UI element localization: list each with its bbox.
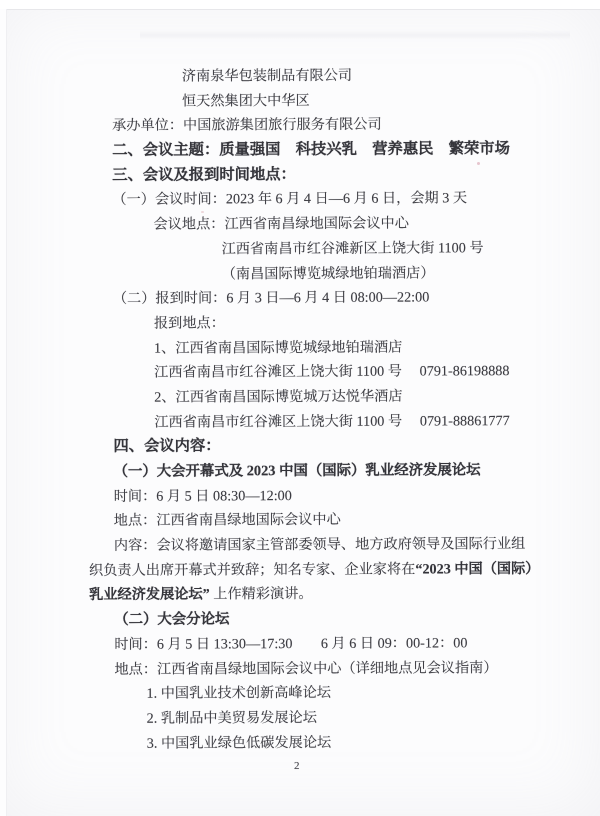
undertaker-line: 承办单位：中国旅游集团旅行服务有限公司 (112, 117, 382, 135)
content-text-regular: 上作精彩演讲。 (209, 586, 313, 603)
section-2-heading: 二、会议主题：质量强国 科技兴乳 营养惠民 繁荣市场 (112, 140, 510, 159)
meeting-time-line: （一）会议时间：2023 年 6 月 4 日—6 月 6 日，会期 3 天 (112, 190, 468, 209)
organizer-line-2: 恒天然集团大中华区 (181, 92, 310, 110)
part-1-heading: （一）大会开幕式及 2023 中国（国际）乳业经济发展论坛 (113, 462, 481, 480)
forum-title-quoted-bold: 乳业经济发展论坛” (89, 586, 210, 604)
organizer-line-1: 济南泉华包装制品有限公司 (181, 67, 353, 85)
section-4-heading: 四、会议内容： (113, 437, 221, 456)
part-1-content-line-3 (89, 581, 531, 608)
content-text-regular: 织负责人出席开幕式并致辞；知名专家、企业家将在 (88, 561, 416, 579)
forum-list-item-3: 3. 中国乳业绿色低碳发展论坛 (146, 734, 332, 752)
scan-top-edge (0, 0, 600, 10)
checkin-place-label: 报到地点： (153, 315, 225, 332)
hotel-2-address: 江西省南昌市红谷滩区上饶大街 1100 号 0791-88861777 (154, 412, 510, 431)
document-body (87, 63, 540, 756)
part-1-time: 时间：6 月 5 日 08:30—12:00 (113, 487, 292, 505)
meeting-place-address: 江西省南昌市红谷滩新区上饶大街 1100 号 (221, 240, 484, 258)
page-number: 2 (294, 760, 300, 772)
part-2-time: 时间：6 月 5 日 13:30—17:30 6 月 6 日 09：00-12：00 (114, 635, 468, 653)
part-1-place: 地点：江西省南昌绿地国际会议中心 (113, 512, 341, 530)
forum-list-item-2: 2. 乳制品中美贸易发展论坛 (146, 709, 317, 727)
meeting-place-note: （南昌国际博览城绿地铂瑞酒店） (221, 264, 435, 282)
meeting-place-line: 会议地点：江西省南昌绿地国际会议中心 (153, 215, 409, 233)
hotel-1-name: 1、江西省南昌国际博览城绿地铂瑞酒店 (153, 339, 403, 357)
forum-title-quoted-bold: “2023 中国（国际） (415, 560, 540, 578)
hotel-1-address: 江西省南昌市红谷滩区上饶大街 1100 号 0791-86198888 (154, 363, 510, 381)
part-1-content-line-1: 内容：会议将邀请国家主管部委领导、地方政府领导及国际行业组 (113, 536, 526, 554)
part-2-place: 地点：江西省南昌绿地国际会议中心（详细地点见会议指南） (114, 659, 498, 678)
part-2-heading: （二）大会分论坛 (114, 611, 230, 628)
scan-smudge-band (140, 30, 570, 40)
section-3-heading: 三、会议及报到时间地点： (112, 165, 296, 184)
part-1-content-line-2 (88, 557, 540, 584)
forum-list-item-1: 1. 中国乳业技术创新高峰论坛 (146, 685, 332, 702)
hotel-2-name: 2、江西省南昌国际博览城万达悦华酒店 (154, 388, 403, 406)
checkin-time-line: （二）报到时间：6 月 3 日—6 月 4 日 08:00—22:00 (112, 289, 430, 308)
scan-left-edge (0, 9, 7, 816)
